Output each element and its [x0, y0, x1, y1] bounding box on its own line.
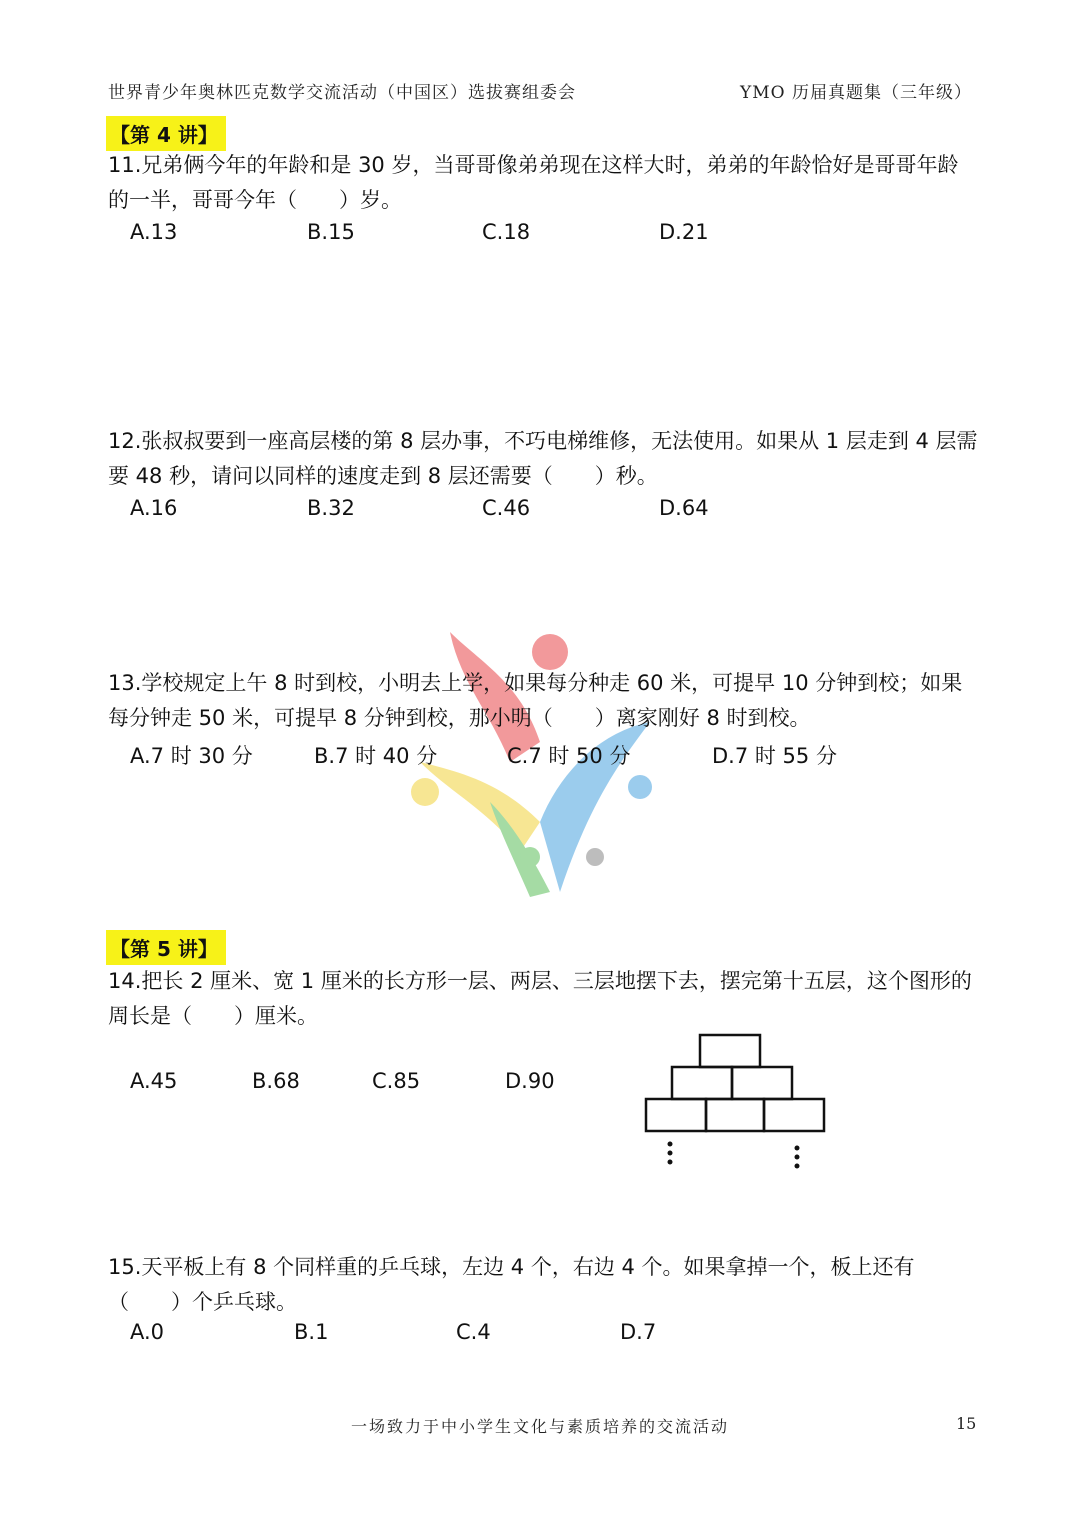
logo-yellow-head — [411, 778, 439, 806]
question-11-options — [130, 220, 709, 244]
option-d: D.64 — [659, 496, 709, 520]
question-13-options — [130, 740, 837, 770]
option-b: B.32 — [307, 496, 355, 520]
option-c: C.4 — [456, 1320, 491, 1344]
logo-blue-head — [628, 775, 652, 799]
option-d: D.21 — [659, 220, 709, 244]
section-tag-4: 【第 4 讲】 — [106, 116, 226, 151]
page-number: 15 — [956, 1414, 977, 1433]
question-13-text: 13.学校规定上午 8 时到校，小明去上学，如果每分种走 60 米，可提早 10 分钟到校；如果每分钟走 50 米，可提早 8 分钟到校，那小明（ ）离家刚好 8 时到校。 — [108, 671, 963, 730]
ellipsis-dot — [795, 1155, 800, 1160]
option-b: B.7 时 40 分 — [314, 744, 438, 768]
header-collection-title: YMO 历届真题集（三年级） — [740, 83, 972, 103]
option-c: C.46 — [482, 496, 531, 520]
header-organizer: 世界青少年奥林匹克数学交流活动（中国区）选拔赛组委会 — [108, 83, 576, 103]
question-14-text: 14.把长 2 厘米、宽 1 厘米的长方形一层、两层、三层地摆下去，摆完第十五层，这个图形的周长是（ ）厘米。 — [108, 969, 972, 1028]
option-b: B.15 — [307, 220, 355, 244]
option-a: A.13 — [130, 220, 178, 244]
option-b: B.68 — [252, 1069, 300, 1093]
row3-rect-right — [764, 1099, 824, 1131]
ellipsis-dot — [668, 1142, 673, 1147]
option-c: C.18 — [482, 220, 531, 244]
logo-grey-dot — [586, 848, 604, 866]
option-c: C.7 时 50 分 — [507, 744, 631, 768]
question-12-options — [130, 496, 709, 520]
row3-rect-mid — [706, 1099, 764, 1131]
logo-green-head — [520, 847, 540, 867]
option-d: D.7 — [620, 1320, 657, 1344]
row1-rect — [700, 1035, 760, 1067]
question-14-options — [130, 1069, 555, 1093]
question-15-text: 15.天平板上有 8 个同样重的乒乓球，左边 4 个，右边 4 个。如果拿掉一个，板上还有（ ）个乒乓球。 — [108, 1255, 915, 1314]
logo-red-head — [532, 634, 568, 670]
option-a: A.0 — [130, 1320, 165, 1344]
ellipsis-dot — [668, 1151, 673, 1156]
option-a: A.7 时 30 分 — [130, 744, 253, 768]
row3-rect-left — [646, 1099, 706, 1131]
question-11-text: 11.兄弟俩今年的年龄和是 30 岁，当哥哥像弟弟现在这样大时，弟弟的年龄恰好是哥哥年龄的一半，哥哥今年（ ）岁。 — [108, 153, 959, 212]
option-c: C.85 — [372, 1069, 421, 1093]
option-a: A.16 — [130, 496, 178, 520]
section-tag-5: 【第 5 讲】 — [106, 930, 226, 965]
option-b: B.1 — [294, 1320, 329, 1344]
row2-rect-right — [732, 1067, 792, 1099]
ellipsis-dot — [668, 1160, 673, 1165]
row2-rect-left — [672, 1067, 732, 1099]
ellipsis-dot — [795, 1146, 800, 1151]
option-a: A.45 — [130, 1069, 178, 1093]
ellipsis-dot — [795, 1164, 800, 1169]
option-d: D.90 — [505, 1069, 555, 1093]
logo-yellow-shape — [420, 762, 540, 852]
footer-slogan: 一场致力于中小学生文化与素质培养的交流活动 — [350, 1417, 729, 1436]
question-12-text: 12.张叔叔要到一座高层楼的第 8 层办事，不巧电梯维修，无法使用。如果从 1 层走到 4 层需要 48 秒，请问以同样的速度走到 8 层还需要（ ）秒。 — [108, 429, 978, 488]
stacked-rectangles-pyramid-icon — [640, 1030, 830, 1175]
option-d: D.7 时 55 分 — [712, 744, 837, 768]
question-15-options — [130, 1320, 656, 1344]
